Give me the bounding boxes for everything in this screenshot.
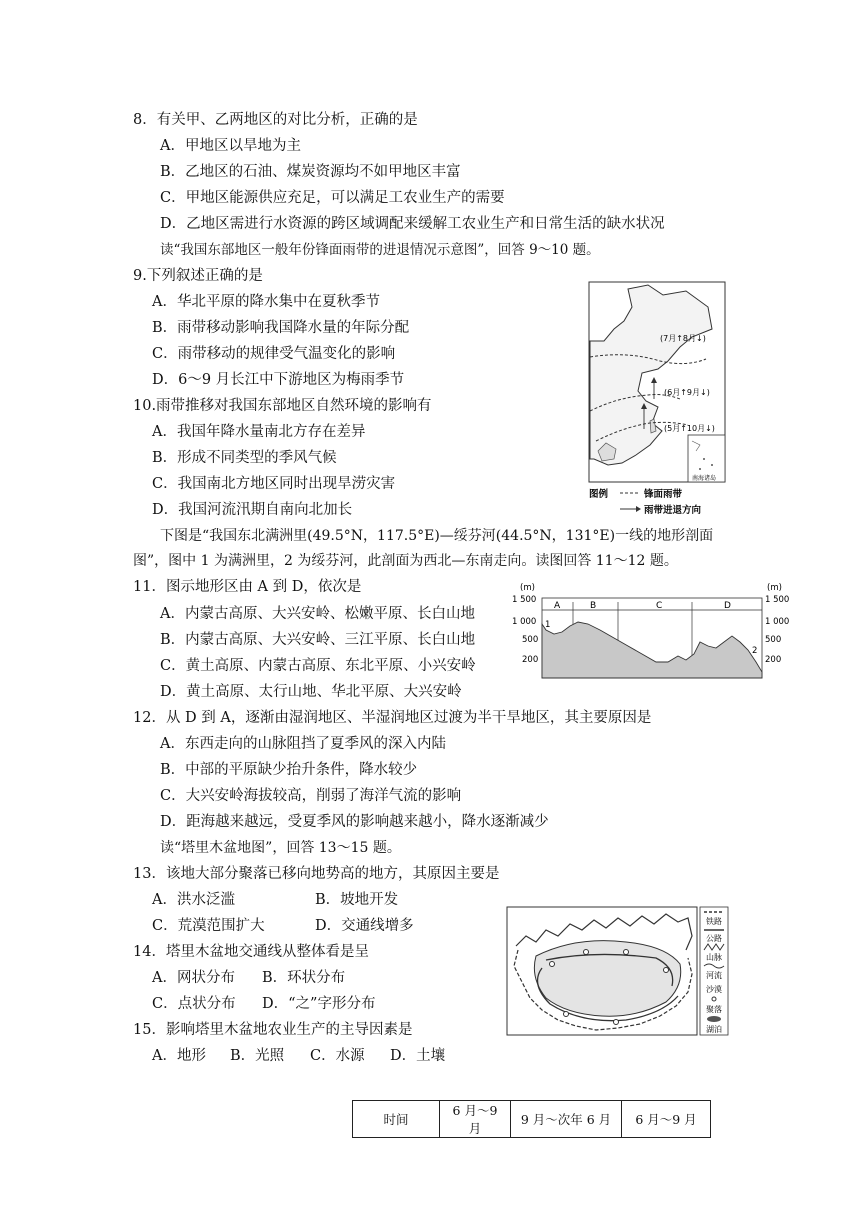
map-label-may-oct: (5月↑10月↓) xyxy=(664,424,715,433)
question-15-stem: 15．影响塔里木盆地农业生产的主导因素是 xyxy=(133,1022,413,1038)
profile-tick-left-1500: 1 500 xyxy=(512,595,537,605)
profile-tick-right-1500: 1 500 xyxy=(765,595,790,605)
table-cell-time: 时间 xyxy=(353,1101,440,1138)
question-12-stem: 12．从 D 到 A，逐渐由湿润地区、半湿润地区过渡为半干旱地区，其主要原因是 xyxy=(133,710,652,726)
question-10-option-a: A．我国年降水量南北方存在差异 xyxy=(152,424,366,440)
question-12-option-c: C．大兴安岭海拔较高，削弱了海洋气流的影响 xyxy=(160,788,462,804)
question-10-stem: 10.雨带推移对我国东部地区自然环境的影响有 xyxy=(133,398,432,414)
question-11-stem: 11．图示地形区由 A 到 D，依次是 xyxy=(133,579,362,595)
map-inset-label: 南海诸岛 xyxy=(692,475,717,482)
intro-9-10: 读“我国东部地区一般年份锋面雨带的进退情况示意图”，回答 9～10 题。 xyxy=(160,242,600,258)
rain-belt-map xyxy=(588,281,733,518)
question-8-stem: 8．有关甲、乙两地区的对比分析，正确的是 xyxy=(133,112,418,128)
question-9-option-a: A．华北平原的降水集中在夏秋季节 xyxy=(152,294,380,310)
question-15-option-c: C．水源 xyxy=(310,1048,365,1064)
question-9-stem: 9.下列叙述正确的是 xyxy=(133,268,263,284)
question-8-option-b: B．乙地区的石油、煤炭资源均不如甲地区丰富 xyxy=(160,164,461,180)
map-legend-front: 锋面雨带 xyxy=(644,489,683,500)
table-cell-jun-sep-1: 6 月～9 月 xyxy=(440,1101,511,1138)
question-11-option-a: A．内蒙古高原、大兴安岭、松嫩平原、长白山地 xyxy=(160,606,475,622)
profile-point-1: 1 xyxy=(545,620,551,630)
question-12-option-b: B．中部的平原缺少抬升条件，降水较少 xyxy=(160,762,418,778)
profile-section-a: A xyxy=(554,601,561,611)
legend-desert: 沙漠 xyxy=(706,985,722,994)
legend-railway: 铁路 xyxy=(706,917,722,926)
question-14-option-a: A．网状分布 xyxy=(152,970,235,986)
profile-tick-left-200: 200 xyxy=(522,655,539,665)
legend-settlement: 聚落 xyxy=(706,1005,722,1014)
question-13-option-b: B．坡地开发 xyxy=(315,892,399,908)
question-8-option-c: C．甲地区能源供应充足，可以满足工农业生产的需要 xyxy=(160,190,505,206)
profile-tick-right-200: 200 xyxy=(765,655,782,665)
question-11-option-b: B．内蒙古高原、大兴安岭、三江平原、长白山地 xyxy=(160,632,476,648)
question-8-option-d: D．乙地区需进行水资源的跨区域调配来缓解工农业生产和日常生活的缺水状况 xyxy=(160,216,665,232)
question-14-option-d: D．“之”字形分布 xyxy=(262,996,376,1012)
question-15-option-d: D．土壤 xyxy=(390,1048,446,1064)
legend-mountain: 山脉 xyxy=(706,953,722,962)
profile-tick-left-1000: 1 000 xyxy=(512,617,537,627)
question-9-option-c: C．雨带移动的规律受气温变化的影响 xyxy=(152,346,396,362)
question-9-option-b: B．雨带移动影响我国降水量的年际分配 xyxy=(152,320,410,336)
question-15-option-b: B．光照 xyxy=(230,1048,285,1064)
intro-11-12-line1: 下图是“我国东北满洲里(49.5°N，117.5°E)—绥芬河(44.5°N，131°E)一线的地形剖面 xyxy=(160,528,714,544)
map-legend-arrow: 雨带进退方向 xyxy=(644,505,702,516)
question-15-option-a: A．地形 xyxy=(152,1048,206,1064)
question-13-option-a: A．洪水泛滥 xyxy=(152,892,235,908)
question-10-option-b: B．形成不同类型的季风气候 xyxy=(152,450,337,466)
profile-tick-left-500: 500 xyxy=(522,635,539,645)
legend-river: 河流 xyxy=(706,971,722,980)
question-10-option-d: D．我国河流汛期自南向北加长 xyxy=(152,502,353,518)
time-table xyxy=(352,1100,711,1138)
question-14-stem: 14．塔里木盆地交通线从整体看是呈 xyxy=(133,944,369,960)
question-12-option-d: D．距海越来越远，受夏季风的影响越来越小，降水逐渐减少 xyxy=(160,814,549,830)
question-10-option-c: C．我国南北方地区同时出现旱涝灾害 xyxy=(152,476,396,492)
profile-section-d: D xyxy=(724,601,731,611)
profile-point-2: 2 xyxy=(752,646,758,656)
table-cell-sep-jun: 9 月～次年 6 月 xyxy=(511,1101,622,1138)
intro-13-15: 读“塔里木盆地图”，回答 13～15 题。 xyxy=(160,840,401,856)
question-8-option-a: A．甲地区以旱地为主 xyxy=(160,138,301,154)
question-11-option-c: C．黄土高原、内蒙古高原、东北平原、小兴安岭 xyxy=(160,658,476,674)
profile-tick-right-500: 500 xyxy=(765,635,782,645)
question-12-option-a: A．东西走向的山脉阻挡了夏季风的深入内陆 xyxy=(160,736,446,752)
question-13-option-c: C．荒漠范围扩大 xyxy=(152,918,265,934)
question-13-stem: 13．该地大部分聚落已移向地势高的地方，其原因主要是 xyxy=(133,866,500,882)
profile-unit-left: (m) xyxy=(520,583,535,593)
question-11-option-d: D．黄土高原、太行山地、华北平原、大兴安岭 xyxy=(160,684,462,700)
question-13-option-d: D．交通线增多 xyxy=(315,918,414,934)
map-label-jul-aug: (7月↑8月↓) xyxy=(660,334,706,343)
profile-section-c: C xyxy=(656,601,663,611)
question-9-option-d: D．6～9 月长江中下游地区为梅雨季节 xyxy=(152,372,405,388)
legend-lake: 湖泊 xyxy=(706,1025,722,1034)
intro-11-12-line2: 图”，图中 1 为满洲里，2 为绥芬河，此剖面为西北—东南走向。读图回答 11～12 题。 xyxy=(133,553,678,569)
profile-tick-right-1000: 1 000 xyxy=(765,617,790,627)
legend-highway: 公路 xyxy=(706,934,722,943)
map-legend-title: 图例 xyxy=(589,489,609,500)
table-cell-jun-sep-2: 6 月～9 月 xyxy=(622,1101,711,1138)
profile-unit-right: (m) xyxy=(767,583,782,593)
profile-section-b: B xyxy=(590,601,597,611)
table-row xyxy=(353,1101,711,1138)
question-14-option-b: B．环状分布 xyxy=(262,970,346,986)
map-label-jun-sep: (6月↑9月↓) xyxy=(664,388,710,397)
terrain-profile-chart xyxy=(510,580,805,685)
question-14-option-c: C．点状分布 xyxy=(152,996,236,1012)
tarim-basin-map xyxy=(506,906,730,1038)
